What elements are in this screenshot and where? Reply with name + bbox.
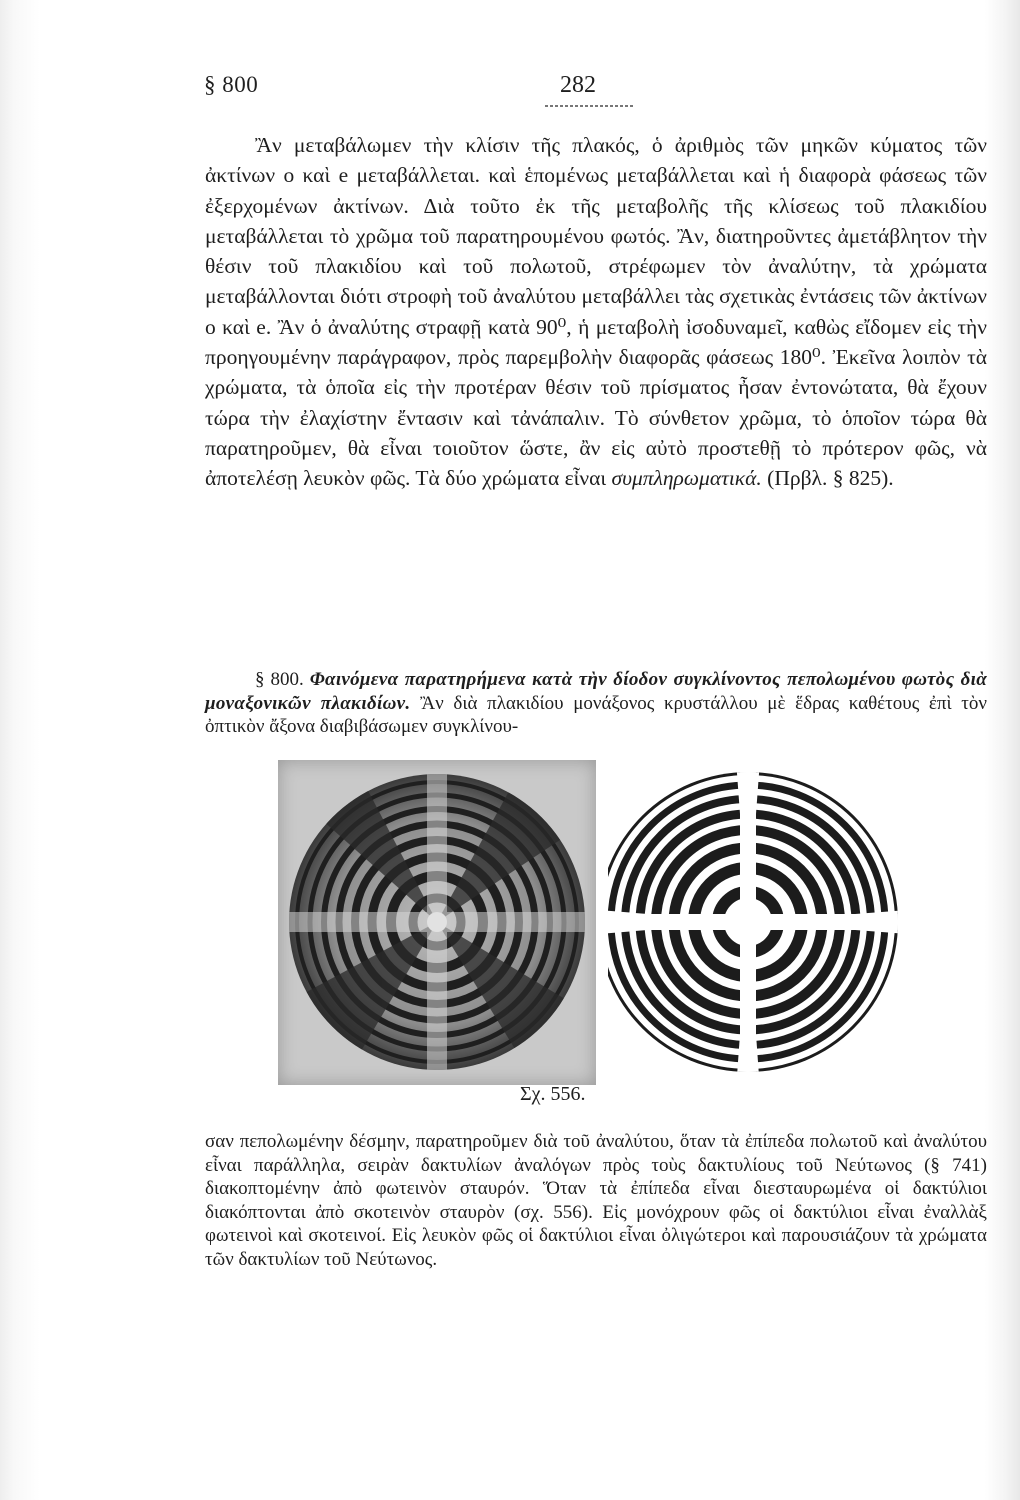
figure-caption: Σχ. 556. [520, 1083, 586, 1105]
page-header [0, 72, 1020, 112]
cross-reference: (Πρβλ. § 825). [767, 466, 894, 491]
continuation-text: σαν πεπολωμένην δέσμην, παρατηροῦμεν διὰ τοῦ ἀναλύτου, ὅταν τὰ ἐπίπεδα πολωτοῦ καὶ ἀναλύτου εἶναι παράλληλα, σειρὰν δακτυλίων ἀναλόγων πρὸς τοὺς δακτυλίους τοῦ Νεύτωνος (§ 741) διακοπτομένην ἀπὸ φωτεινὸν σταυρόν. Ὅταν τὰ ἐπίπεδα εἶναι διεσταυρωμένα οἱ δακτύλιοι διακόπτονται ἀπὸ σκοτεινὸν σταυρὸν (σχ. 556). Εἰς μονόχρουν φῶς οἱ δακτύλιοι εἶναι ἐναλλὰξ φωτεινοὶ καὶ σκοτεινοί. Εἰς λευκὸν φῶς οἱ δακτύλιοι εἶναι ὀλιγώτεροι καὶ παρουσιάζουν τὰ χρώματα τῶν δακτυλίων τοῦ Νεύτωνος. [205, 1131, 987, 1270]
page-number: 282 [560, 72, 596, 98]
bright-cross-rings [284, 764, 590, 1080]
section-number: § 800. [255, 669, 304, 690]
continuation-paragraph [205, 1130, 987, 1271]
paragraph-text: Ἂν μεταβάλωμεν τὴν κλίσιν τῆς πλακός, ὁ ἀριθμὸς τῶν μηκῶν κύματος τῶν ἀκτίνων o καὶ e μεταβάλλεται. καὶ ἑπομένως μεταβάλλεται καὶ ἡ διαφορὰ φάσεως τῶν ἐξερχομένων ἀκτίνων. Διὰ τοῦτο ἐκ τῆς μεταβολῆς τῆς κλίσεως τοῦ πλακιδίου μεταβάλλεται τὸ χρῶμα τοῦ παρατηρουμένου φωτός. Ἂν, διατηροῦντες ἀμετάβλητον τὴν θέσιν τοῦ πλακιδίου καὶ τοῦ πολωτοῦ, στρέφωμεν τὸν ἀναλύτην, τὰ χρώματα μεταβάλλονται διότι στροφὴ τοῦ ἀναλύτου μεταβάλλει τὰς σχετικὰς ἐντάσεις τῶν ἀκτίνων o καὶ e. Ἂν ὁ ἀναλύτης στραφῇ κατὰ 90⁰, ἡ μεταβολὴ ἰσοδυναμεῖ, καθὼς εἴδομεν εἰς τὴν προηγουμένην παράγραφον, πρὸς παρεμβολὴν διαφορᾶς φάσεως 180⁰. Ἐκεῖνα λοιπὸν τὰ χρώματα, τὰ ὁποῖα εἰς τὴν προτέραν θέσιν τοῦ πρίσματος ἦσαν ἐντονώτατα, θὰ ἔχουν τώρα τὴν ἐλαχίστην ἔντασιν καὶ τἀνάπαλιν. Τὸ σύνθετον χρῶμα, τὸ ὁποῖον τώρα θὰ παρατηροῦμεν, θὰ εἶναι τοιοῦτον ὥστε, ἂν εἰς αὐτὸ προστεθῇ τὸ πρότερον φῶς, νὰ ἀποτελέσῃ λευκὸν φῶς. Τὰ δύο χρώματα εἶναι [205, 133, 987, 491]
interference-photo-dark-cross [608, 770, 938, 1088]
interference-photo-bright-cross [278, 760, 596, 1085]
section-title: Φαινόμενα παρατηρήμενα κατὰ τὴν δίοδον συγκλίνοντος πεπολωμένου φωτὸς διὰ μοναξονικῶν πλακιδίων. [205, 669, 988, 714]
page-number-rule [545, 105, 635, 107]
section-800 [205, 668, 987, 739]
main-paragraph [205, 130, 987, 494]
center-spot [427, 912, 447, 932]
emphasis-text: συμπληρωματικά. [611, 466, 762, 491]
figure-556 [278, 760, 978, 1090]
header-section-number: § 800 [204, 72, 259, 97]
section-text: Ἂν διὰ πλακιδίου μονάξονος κρυστάλλου μὲ ἕδρας καθέτους ἐπὶ τὸν ὀπτικὸν ἄξονα διαβιβάσωμεν συγκλίνου- [205, 692, 987, 737]
